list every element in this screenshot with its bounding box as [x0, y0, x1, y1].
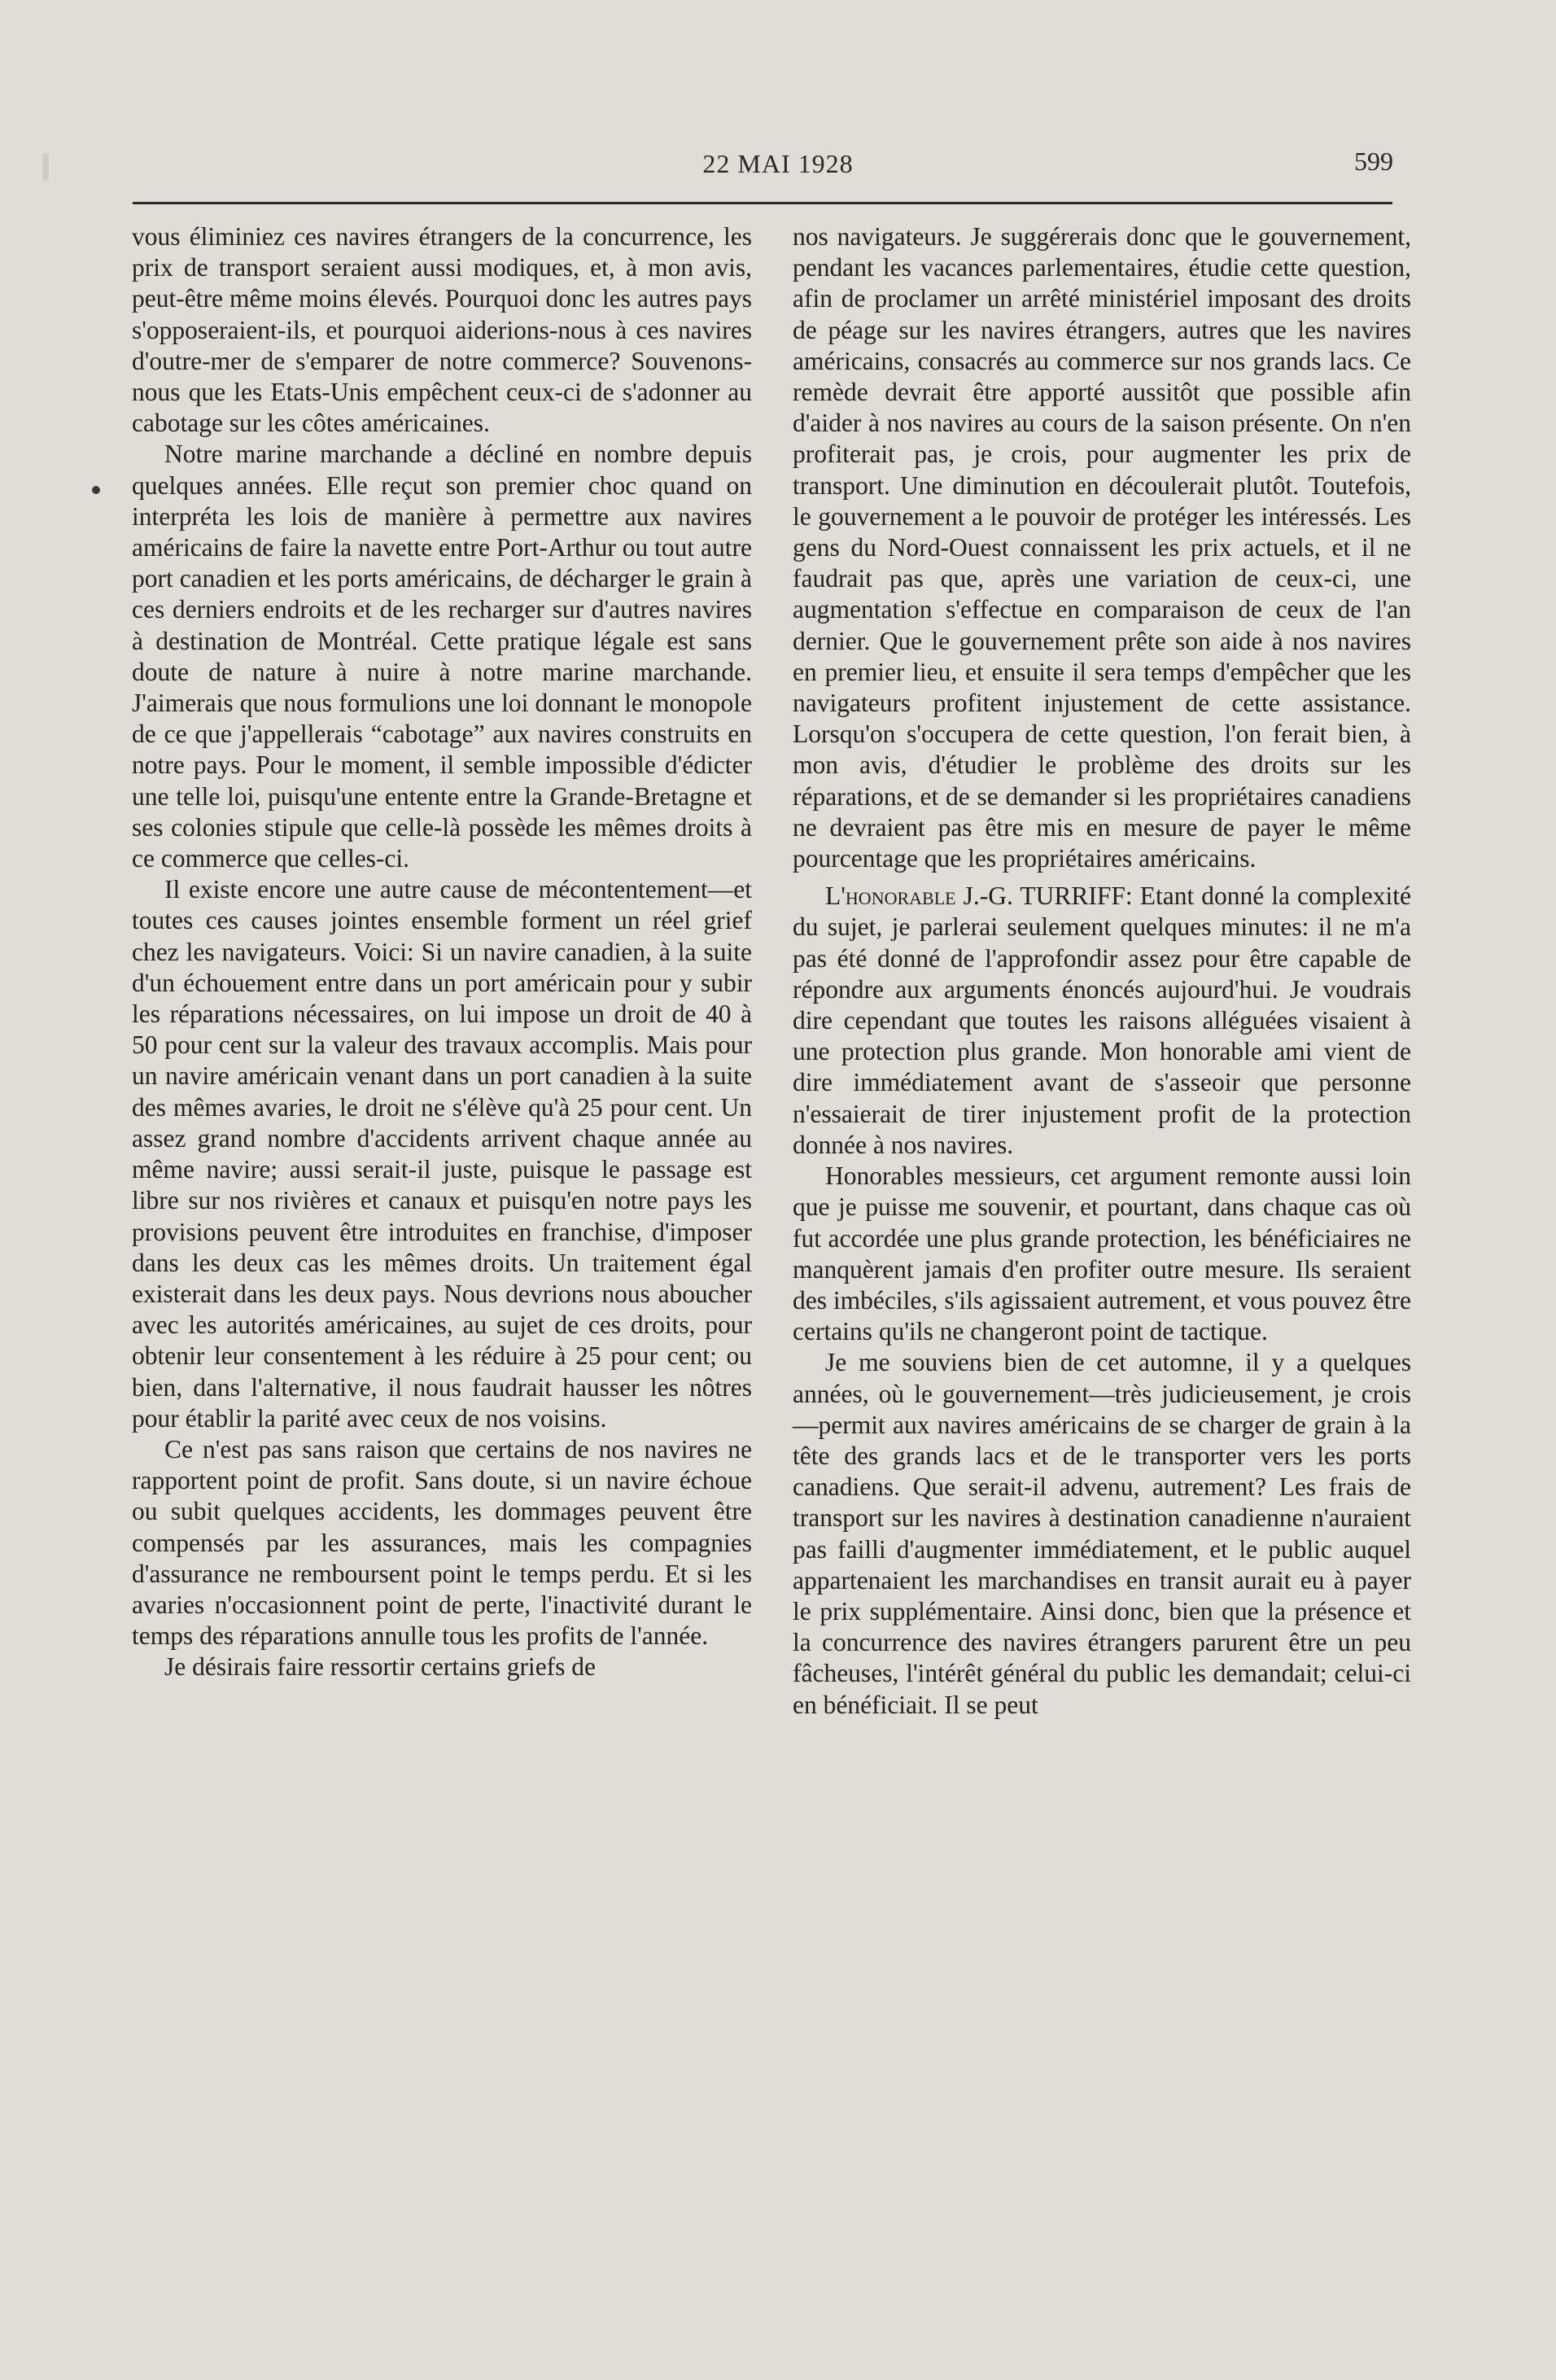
paragraph: Honorables messieurs, cet argument remonte aussi loin que je puisse me souvenir, et pourtant, dans chaque cas où fut accordée une plus grande protection, les bénéficiaires ne manquèrent jamais d'en profiter outre mesure. Ils seraient des imbéciles, s'ils agissaient autrement, et vous pouvez être certains qu'ils ne changeront point de tactique.: [793, 1162, 1411, 1346]
paragraph: Il existe encore une autre cause de mécontentement—et toutes ces causes jointes ensemble forment un réel grief chez les navigateurs. Voici: Si un navire canadien, à la suite d'un échouement entre dans un port américain pour y subir les réparations nécessaires, on lui impose un droit de 40 à 50 pour cent sur la valeur des travaux accomplis. Mais pour un navire américain venant dans un port canadien à la suite des mêmes avaries, le droit ne s'élève qu'à 25 pour cent. Un assez grand nombre d'accidents arrivent chaque année au même navire; aussi serait-il juste, puisque le passage est libre sur nos rivières et canaux et puisqu'en notre pays les provisions peuvent être introduites en franchise, d'imposer dans les deux cas les mêmes droits. Un traitement égal existerait dans les deux pays. Nous devrions nous aboucher avec les autorités américaines, au sujet de ces droits, pour obtenir leur consentement à les réduire à 25 pour cent; ou bien, dans l'alternative, il nous faudrait hausser les nôtres pour établir la parité avec ceux de nos voisins.: [132, 875, 752, 1433]
speaker-name: L'honorable J.-G. TURRIFF:: [825, 882, 1133, 911]
page-number: 599: [1354, 147, 1393, 176]
paragraph: Je me souviens bien de cet automne, il y a quelques années, où le gouvernement—très judicieusement, je crois—permit aux navires américains de se charger de grain à la tête des grands lacs et de le transporter vers les ports canadiens. Que serait-il advenu, autrement? Les frais de transport sur les navires à destination canadienne n'auraient pas failli d'augmenter immédiatement, et le public auquel appartenaient les marchandises en transit aurait eu à payer le prix supplémentaire. Ainsi donc, bien que la présence et la concurrence des navires étrangers parurent être un peu fâcheuses, l'intérêt général du public les demandait; celui-ci en bénéficiait. Il se peut: [793, 1348, 1411, 1719]
paragraph: nos navigateurs. Je suggérerais donc que le gouvernement, pendant les vacances parlementaires, étudie cette question, afin de proclamer un arrêté ministériel imposant des droits de péage sur les navires étrangers, autres que les navires américains, consacrés au commerce sur nos grands lacs. Ce remède devrait être apporté aussitôt que possible afin d'aider à nos navires au cours de la saison présente. On n'en profiterait pas, je crois, pour augmenter les prix de transport. Une diminution en découlerait plutôt. Toutefois, le gouvernement a le pouvoir de protéger les intéressés. Les gens du Nord-Ouest connaissent les prix actuels, et il ne faudrait pas que, après une variation de ceux-ci, une augmentation s'effectue en comparaison de ceux de l'an dernier. Que le gouvernement prête son aide à nos navires en premier lieu, et ensuite il sera temps d'empêcher que les navigateurs profitent injustement de cette assistance. Lorsqu'on s'occupera de cette question, l'on ferait bien, à mon avis, d'étudier le problème des droits sur les réparations, et de se demander si les propriétaires canadiens ne devraient pas être mis en mesure de payer le même pourcentage que les propriétaires américains.: [793, 222, 1411, 873]
right-column: [793, 221, 1411, 1721]
paragraph: Je désirais faire ressortir certains griefs de: [164, 1652, 597, 1682]
paragraph: vous éliminiez ces navires étrangers de la concurrence, les prix de transport seraient aussi modiques, et, à mon avis, peut-être même moins élevés. Pourquoi donc les autres pays s'opposeraient-ils, et pourquoi aiderions-nous à ces navires d'outre-mer de s'emparer de notre commerce? Souvenons-nous que les Etats-Unis empêchent ceux-ci de s'adonner au cabotage sur les côtes américaines.: [132, 222, 752, 438]
speech-paragraph: [793, 881, 1411, 1161]
page-header-date: 22 MAI 1928: [702, 149, 854, 178]
paragraph: Ce n'est pas sans raison que certains de nos navires ne rapportent point de profit. Sans doute, si un navire échoue ou subit quelques accidents, les dommages peuvent être compensés par les assurances, mais les compagnies d'assurance ne remboursent point le temps perdu. Et si les avaries n'occasionnent point de perte, l'inactivité durant le temps des réparations annulle tous les profits de l'année.: [132, 1434, 752, 1651]
paragraph: Notre marine marchande a décliné en nombre depuis quelques années. Elle reçut son premier choc quand on interpréta les lois de manière à permettre aux navires américains de faire la navette entre Port-Arthur ou tout autre port canadien et les ports américains, de décharger le grain à ces derniers endroits et de les recharger sur d'autres navires à destination de Montréal. Cette pratique légale est sans doute de nature à nuire à notre marine marchande. J'aimerais que nous formulions une loi donnant le monopole de ce que j'appellerais “cabotage” aux navires construits en notre pays. Pour le moment, il semble impossible d'édicter une telle loi, puisqu'une entente entre la Grande-Bretagne et ses colonies stipule que celle-là possède les mêmes droits à ce commerce que celles-ci.: [132, 440, 752, 873]
speech-text: Etant donné la complexité du sujet, je parlerai seulement quelques minutes: il ne m'a pas été donné de l'approfondir assez pour être capable de répondre aux arguments énoncés aujourd'hui. Je voudrais dire cependant que toutes les raisons alléguées visaient à une protection plus grande. Mon honorable ami vient de dire immédiatement avant de s'asseoir que personne n'essaierait de tirer injustement profit de la protection donnée à nos navires.: [793, 882, 1412, 1159]
left-column: [132, 221, 752, 1683]
header-rule: [133, 202, 1392, 204]
margin-dot: [92, 486, 100, 494]
